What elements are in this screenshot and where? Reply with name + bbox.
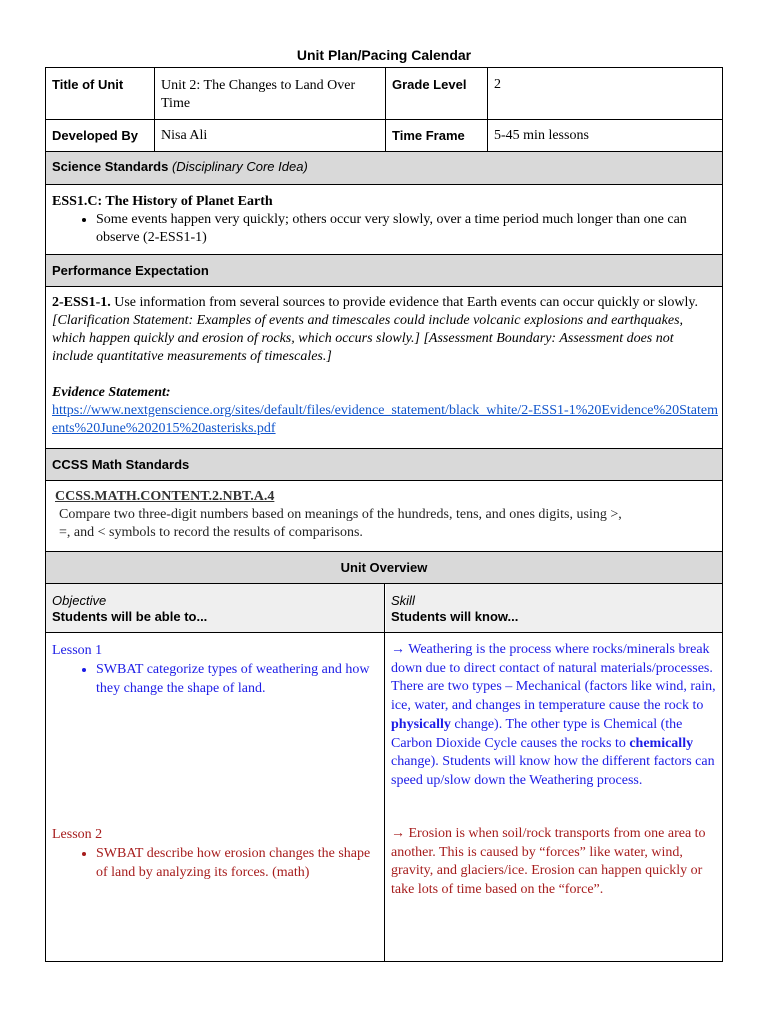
col-divider [384,583,385,962]
lesson-1-skill-part-a: → Weathering is the process where rocks/minerals break down due to direct contact of natural materials/processes. There are two types – Mechanical (factors like wind, rain, ice, water, and changes in temperature cause the rock to [391,642,716,714]
lesson-2-skill [391,825,719,900]
performance-section [52,294,718,438]
lesson-1-title: Lesson 1 [52,643,103,658]
science-standards-title: Science Standards [52,159,169,174]
lesson-1-bullet: • SWBAT categorize types of weathering and how they change the shape of land. [96,660,378,698]
row-divider [45,286,723,287]
lesson-2-list [52,844,378,882]
science-standards-header [46,152,722,184]
time-frame-label: Time Frame [392,128,465,143]
performance-expectation-header: Performance Expectation [46,255,722,286]
skill-sublabel: Students will know... [391,609,519,624]
lesson-2-objective [52,825,378,882]
lesson-1-list [52,660,378,698]
developed-by-value: Nisa Ali [161,128,208,143]
evidence-statement-label: Evidence Statement: [52,385,171,400]
lesson-2-skill-text: → Erosion is when soil/rock transports from one area to another. This is caused by “forces” like water, wind, gravity, and glaciers/ice. Erosion can happen quickly or take lots of time based on the “force”. [391,826,706,898]
dci-title: ESS1.C: The History of Planet Earth [52,194,273,209]
performance-code: 2-ESS1-1. [52,295,111,310]
clarification-statement: [Clarification Statement: Examples of events and timescales could include volcanic explosions and earthquakes, which happen quickly and erosion of rocks, which occurs slowly.] [Assessment Boundary: Assessment does not include quantitative measurements of timescales.] [52,313,684,364]
lesson-1-skill-emphasis-chemically: chemically [629,735,694,751]
grade-level-label: Grade Level [392,77,467,92]
lesson-1-skill-emphasis-physically: physically [391,716,451,732]
lesson-2-bullet: • SWBAT describe how erosion changes the shape of land by analyzing its forces. (math) [96,844,378,882]
objective-header [46,584,384,632]
skill-header [386,584,722,632]
lesson-1-objective [52,641,378,698]
unit-title-label: Title of Unit [52,77,124,92]
page-title: Unit Plan/Pacing Calendar [296,47,472,63]
dci-list [52,211,716,247]
col-divider [154,67,155,151]
performance-text [52,294,718,366]
col-divider [487,67,488,151]
math-standard-text: Compare two three-digit numbers based on meanings of the hundreds, tens, and ones digits, using >, =, and < symbols to record the results of comparisons. [59,507,622,540]
lesson-2-title: Lesson 2 [52,827,103,842]
dci-section [52,193,716,247]
lesson-1-skill [391,641,719,791]
row-divider [45,480,723,481]
performance-statement: Use information from several sources to provide evidence that Earth events can occur quickly or slowly. [114,295,699,310]
skill-label: Skill [391,593,415,608]
lesson-1-skill-part-c: change). The other type is Chemical (the Carbon Dioxide Cycle causes the rocks to [391,716,683,751]
dci-bullet: • Some events happen very quickly; others occur very slowly, over a time period much longer than one can observe (2-ESS1-1) [96,211,716,247]
unit-title-value: Unit 2: The Changes to Land Over Time [161,78,356,111]
unit-overview-header: Unit Overview [46,552,722,583]
row-divider [45,119,723,120]
grade-level-value: 2 [494,77,501,92]
lesson-1-skill-part-e: change). Students will know how the different factors can speed up/slow down the Weathering process. [391,754,715,788]
math-section [55,488,695,542]
developed-by-label: Developed By [52,128,138,143]
science-standards-subtitle: (Disciplinary Core Idea) [171,159,308,174]
col-divider [385,67,386,151]
objective-sublabel: Students will be able to... [52,609,208,624]
time-frame-value: 5-45 min lessons [494,128,589,143]
math-standard-code: CCSS.MATH.CONTENT.2.NBT.A.4 [55,489,275,504]
ccss-math-header: CCSS Math Standards [46,449,722,480]
evidence-statement-link[interactable]: https://www.nextgenscience.org/sites/default/files/evidence_statement/black_white/2-ESS1-1%20Evidence%20Statements%20June%202015%20asterisks.pdf [52,403,718,436]
objective-label: Objective [52,593,107,608]
row-divider [45,184,723,185]
